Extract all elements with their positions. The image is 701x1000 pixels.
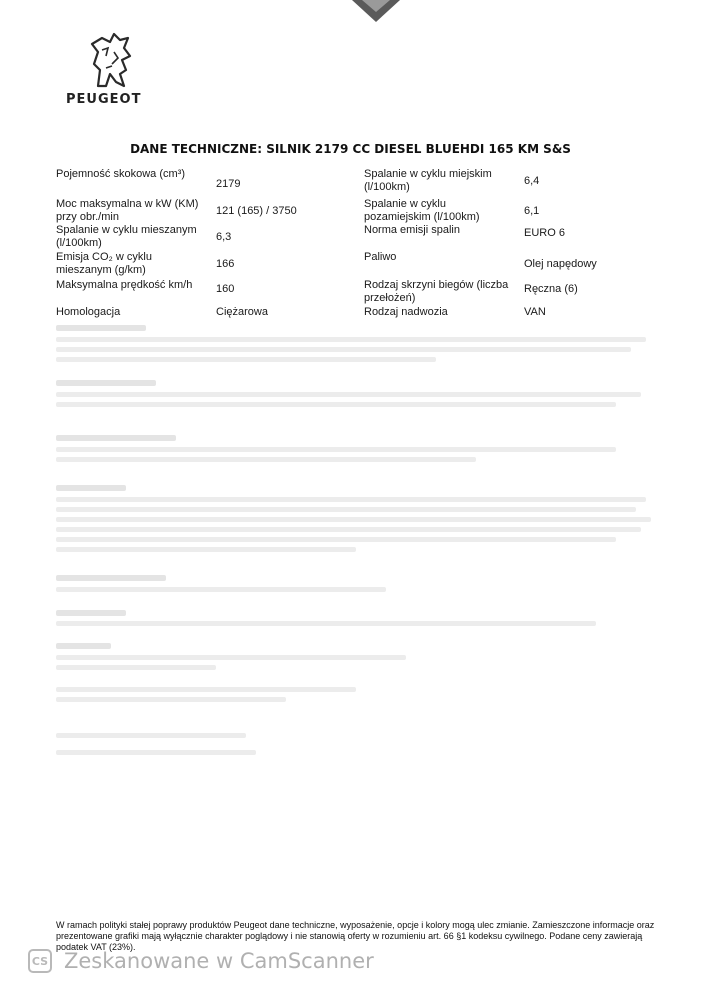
spec-label: Emisja CO₂ w cyklu mieszanym (g/km) bbox=[56, 251, 152, 276]
spec-value: 6,4 bbox=[524, 175, 540, 187]
spec-value: Ręczna (6) bbox=[524, 283, 578, 295]
peugeot-lion-icon bbox=[84, 30, 140, 90]
spec-label: Moc maksymalna w kW (KM) przy obr./min bbox=[56, 198, 199, 223]
spec-value: 160 bbox=[216, 283, 235, 295]
brand-logo bbox=[60, 30, 170, 107]
spec-label: Pojemność skokowa (cm³) bbox=[56, 168, 185, 180]
scanner-watermark bbox=[28, 946, 428, 976]
watermark-text: Zeskanowane w CamScanner bbox=[64, 949, 374, 973]
spec-label: Spalanie w cyklu miejskim (l/100km) bbox=[364, 168, 492, 193]
spec-label: Spalanie w cyklu pozamiejskim (l/100km) bbox=[364, 198, 480, 223]
spec-value: Olej napędowy bbox=[524, 258, 597, 270]
corner-graphic bbox=[352, 0, 400, 22]
camscanner-icon: CS bbox=[28, 949, 52, 973]
spec-value: Ciężarowa bbox=[216, 306, 268, 318]
spec-value: 6,3 bbox=[216, 231, 232, 243]
spec-value: 2179 bbox=[216, 178, 241, 190]
spec-value: VAN bbox=[524, 306, 546, 318]
spec-value: 166 bbox=[216, 258, 235, 270]
legal-disclaimer: W ramach polityki stałej poprawy produktów Peugeot dane techniczne, wyposażenie, opcje i kolory mogą ulec zmianie. Zamieszczone informacje oraz prezentowane grafiki mają wyłącznie charakter poglądowy i nie stanowią oferty w rozumieniu art. 66 §1 kodeksu cywilnego. Podane ceny zawierają podatek VAT (23%). bbox=[56, 920, 655, 952]
spec-label: Spalanie w cyklu mieszanym (l/100km) bbox=[56, 224, 197, 249]
document-title: DANE TECHNICZNE: SILNIK 2179 CC DIESEL BLUEHDI 165 KM S&S bbox=[130, 142, 571, 156]
spec-value: 6,1 bbox=[524, 205, 540, 217]
spec-label: Norma emisji spalin bbox=[364, 224, 460, 236]
spec-value: 121 (165) / 3750 bbox=[216, 205, 297, 217]
spec-label: Maksymalna prędkość km/h bbox=[56, 279, 193, 291]
spec-value: EURO 6 bbox=[524, 227, 565, 239]
spec-label: Rodzaj nadwozia bbox=[364, 306, 448, 318]
brand-name: PEUGEOT bbox=[66, 92, 142, 107]
spec-label: Paliwo bbox=[364, 251, 397, 263]
spec-label: Homologacja bbox=[56, 306, 121, 318]
faded-background-text bbox=[56, 325, 656, 765]
spec-label: Rodzaj skrzyni biegów (liczba przełożeń) bbox=[364, 279, 509, 304]
